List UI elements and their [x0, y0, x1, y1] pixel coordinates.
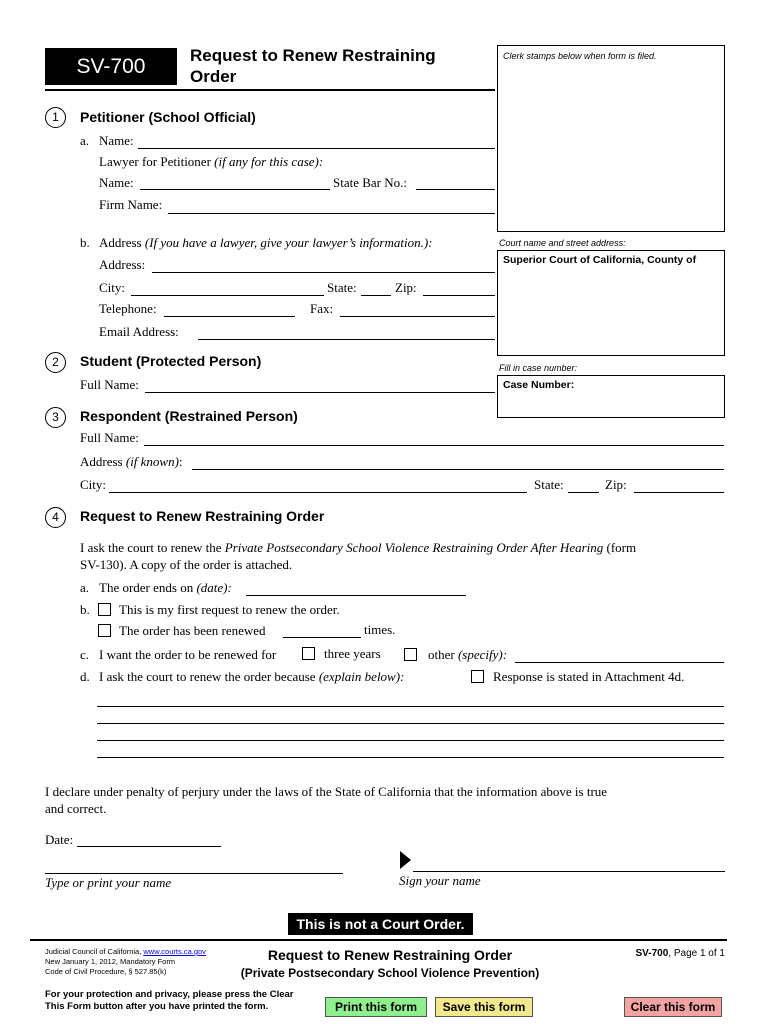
s3-full-name-label: Full Name:: [80, 430, 139, 445]
s1-bar-field[interactable]: [416, 189, 495, 190]
clerk-note: Clerk stamps below when form is filed.: [503, 51, 657, 61]
form-title: Request to Renew Restraining Order: [190, 46, 436, 86]
form-code-badge: SV-700: [45, 48, 177, 85]
s1-lawyer-label: Lawyer for Petitioner (if any for this case):: [99, 154, 324, 169]
s4-renewed-times-field[interactable]: [283, 637, 361, 638]
s3-address-field[interactable]: [192, 469, 724, 470]
s1-telephone-label: Telephone:: [99, 301, 157, 316]
clear-form-button[interactable]: Clear this form: [624, 997, 722, 1017]
s4-three-years-checkbox[interactable]: [302, 647, 315, 660]
footer-subtitle: (Private Postsecondary School Violence Prevention): [240, 966, 540, 980]
s4-b-marker: b.: [80, 602, 90, 617]
signature-field[interactable]: [413, 871, 725, 872]
case-label: Fill in case number:: [499, 363, 578, 373]
footer-publisher: Judicial Council of California, www.courts.ca.gov New January 1, 2012, Mandatory Form Code of Civil Procedure, § 527.85(k): [45, 947, 206, 976]
s4-intro-line-2: SV-130). A copy of the order is attached.: [80, 557, 293, 572]
s1-zip-field[interactable]: [423, 295, 495, 296]
s3-full-name-field[interactable]: [144, 445, 724, 446]
s4-renewed-checkbox[interactable]: [98, 624, 111, 637]
s1-a-marker: a.: [80, 133, 90, 148]
s4-c-marker: c.: [80, 647, 90, 662]
s3-city-label: City:: [80, 477, 107, 492]
section-4-number: 4: [45, 507, 66, 528]
s3-address-label: Address (if known):: [80, 454, 183, 469]
section-1-number: 1: [45, 107, 66, 128]
s1-fax-field[interactable]: [340, 316, 495, 317]
s3-zip-field[interactable]: [634, 492, 724, 493]
s4-explain-line-4[interactable]: [97, 757, 724, 758]
not-court-order-banner: This is not a Court Order.: [288, 913, 473, 935]
clerk-stamp-box: [497, 45, 725, 232]
s4-because-label: I ask the court to renew the order because (explain below):: [99, 669, 405, 684]
s1-address-label: Address:: [99, 257, 146, 272]
date-field[interactable]: [77, 846, 221, 847]
section-1-heading: Petitioner (School Official): [80, 109, 256, 125]
court-label: Court name and street address:: [499, 238, 626, 248]
signature-caption: Sign your name: [399, 873, 481, 888]
s4-want-label: I want the order to be renewed for: [99, 647, 277, 662]
s2-full-name-field[interactable]: [145, 392, 495, 393]
s2-full-name-label: Full Name:: [80, 377, 139, 392]
s4-intro-line-1: I ask the court to renew the Private Postsecondary School Violence Restraining Order After Hearing (form: [80, 540, 637, 555]
court-name: Superior Court of California, County of: [503, 254, 697, 266]
s4-ends-label: The order ends on (date):: [99, 580, 232, 595]
s1-bar-label: State Bar No.:: [333, 175, 408, 190]
print-form-button[interactable]: Print this form: [325, 997, 427, 1017]
footer-page: SV-700, Page 1 of 1: [635, 948, 725, 959]
s4-times-label: times.: [364, 622, 396, 637]
s4-other-checkbox[interactable]: [404, 648, 417, 661]
s4-a-marker: a.: [80, 580, 90, 595]
save-form-button[interactable]: Save this form: [435, 997, 533, 1017]
s3-state-label: State:: [534, 477, 564, 492]
s4-three-years-label: three years: [324, 646, 381, 661]
courts-website-link[interactable]: www.courts.ca.gov: [143, 947, 206, 956]
s1-b-marker: b.: [80, 235, 90, 250]
s1-firm-field[interactable]: [168, 213, 495, 214]
section-4-heading: Request to Renew Restraining Order: [80, 508, 325, 524]
declaration-line-1: I declare under penalty of perjury under the laws of the State of California that the information above is true: [45, 784, 608, 799]
s1-telephone-field[interactable]: [164, 316, 295, 317]
header-rule: [45, 89, 495, 91]
footer-rule: [30, 939, 727, 941]
s1-state-field[interactable]: [361, 295, 391, 296]
declaration-line-2: and correct.: [45, 801, 107, 816]
s4-explain-line-1[interactable]: [97, 706, 724, 707]
s3-zip-label: Zip:: [605, 477, 627, 492]
s1-address-field[interactable]: [152, 272, 495, 273]
date-label: Date:: [45, 832, 74, 847]
signature-arrow-icon: [400, 851, 411, 869]
s1-lawyer-name-label: Name:: [99, 175, 134, 190]
s4-renewed-label: The order has been renewed: [119, 623, 266, 638]
print-name-caption: Type or print your name: [45, 875, 172, 890]
footer-title: Request to Renew Restraining Order: [267, 947, 513, 963]
s4-other-label: other (specify):: [428, 647, 508, 662]
print-name-field[interactable]: [45, 873, 343, 874]
s4-explain-line-3[interactable]: [97, 740, 724, 741]
s4-end-date-field[interactable]: [246, 595, 466, 596]
privacy-note: For your protection and privacy, please press the Clear This Form button after you have printed the form.: [45, 989, 294, 1012]
s1-firm-label: Firm Name:: [99, 197, 163, 212]
s3-city-field[interactable]: [109, 492, 527, 493]
s1-email-label: Email Address:: [99, 324, 179, 339]
s1-name-field[interactable]: [138, 148, 495, 149]
s4-other-field[interactable]: [515, 662, 724, 663]
s4-d-marker: d.: [80, 669, 90, 684]
s1-lawyer-name-field[interactable]: [140, 189, 330, 190]
s1-address-lead: Address (If you have a lawyer, give your lawyer’s information.):: [99, 235, 433, 250]
s1-fax-label: Fax:: [310, 301, 334, 316]
section-2-heading: Student (Protected Person): [80, 353, 262, 369]
s1-city-label: City:: [99, 280, 126, 295]
s3-state-field[interactable]: [568, 492, 599, 493]
s1-city-field[interactable]: [131, 295, 324, 296]
section-3-number: 3: [45, 407, 66, 428]
s1-email-field[interactable]: [198, 339, 495, 340]
s1-state-label: State:: [327, 280, 357, 295]
s4-explain-line-2[interactable]: [97, 723, 724, 724]
s4-attachment-checkbox[interactable]: [471, 670, 484, 683]
s1-zip-label: Zip:: [395, 280, 417, 295]
s1-name-label: Name:: [99, 133, 134, 148]
case-number-label: Case Number:: [503, 379, 575, 391]
s4-first-request-checkbox[interactable]: [98, 603, 111, 616]
section-3-heading: Respondent (Restrained Person): [80, 408, 298, 424]
s4-first-request-label: This is my first request to renew the order.: [119, 602, 340, 617]
s4-attachment-label: Response is stated in Attachment 4d.: [493, 669, 685, 684]
section-2-number: 2: [45, 352, 66, 373]
